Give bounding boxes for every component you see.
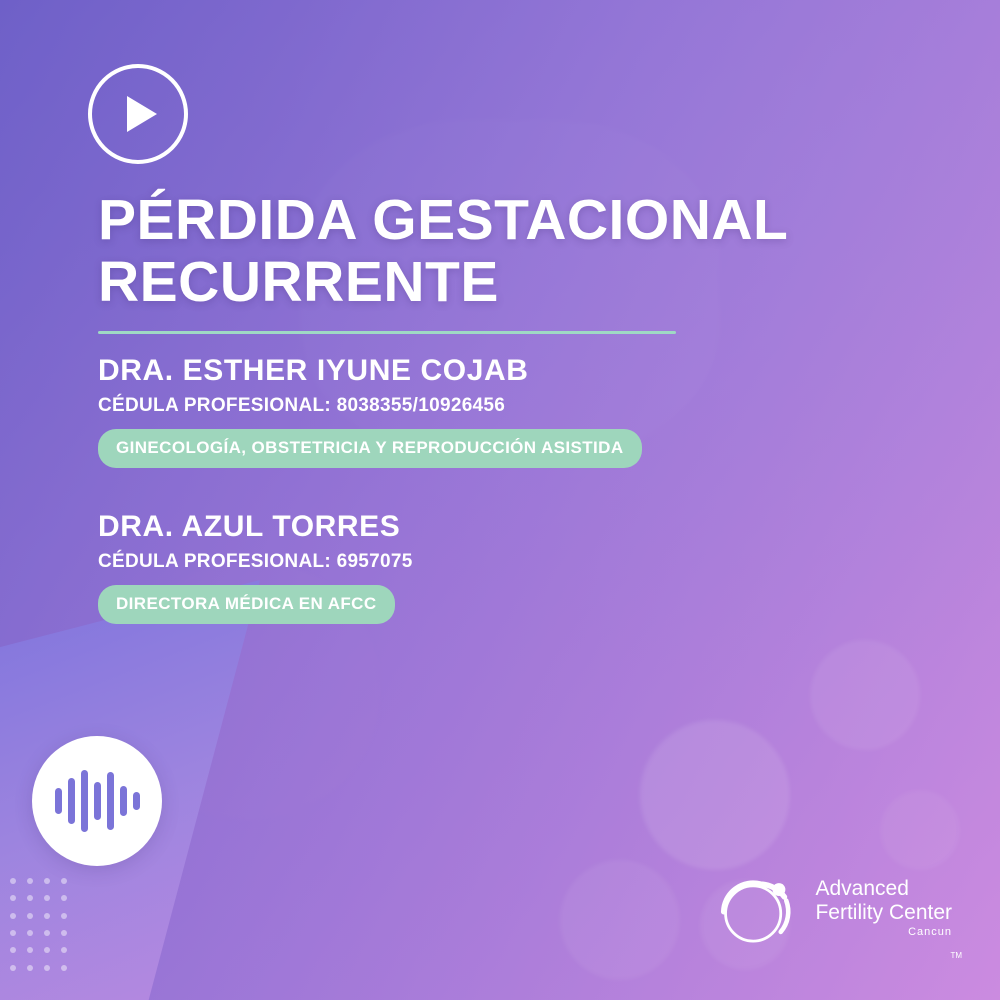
background-bubble — [640, 720, 790, 870]
background-bubble — [560, 860, 680, 980]
content-block — [98, 190, 918, 624]
doctor-name: DRA. AZUL TORRES — [98, 510, 401, 544]
background-bubble — [810, 640, 920, 750]
doctor-license: CÉDULA PROFESIONAL: 6957075 — [98, 551, 413, 573]
brand-logo — [709, 862, 962, 960]
doctor-entry — [98, 510, 918, 624]
background-bubble — [880, 790, 960, 870]
brand-line-2: Fertility Center — [815, 900, 952, 924]
audio-waveform-icon[interactable] — [32, 736, 162, 866]
doctor-specialty-badge: GINECOLOGÍA, OBSTETRICIA Y REPRODUCCIÓN ASISTIDA — [98, 429, 642, 468]
title-divider — [98, 331, 676, 334]
doctor-entry — [98, 354, 918, 468]
page-title: PÉRDIDA GESTACIONAL RECURRENTE — [98, 188, 788, 314]
brand-text — [815, 877, 952, 938]
trademark-mark: TM — [950, 951, 962, 960]
play-triangle — [127, 96, 157, 132]
brand-mark-icon — [709, 862, 801, 954]
doctor-license: CÉDULA PROFESIONAL: 8038355/10926456 — [98, 395, 506, 417]
play-icon[interactable] — [88, 64, 188, 164]
dot-grid-decoration — [10, 878, 74, 978]
doctor-specialty-badge: DIRECTORA MÉDICA EN AFCC — [98, 585, 395, 624]
brand-line-3: Cancun — [908, 926, 952, 939]
doctor-name: DRA. ESTHER IYUNE COJAB — [98, 354, 529, 388]
brand-line-1: Advanced — [815, 877, 909, 901]
